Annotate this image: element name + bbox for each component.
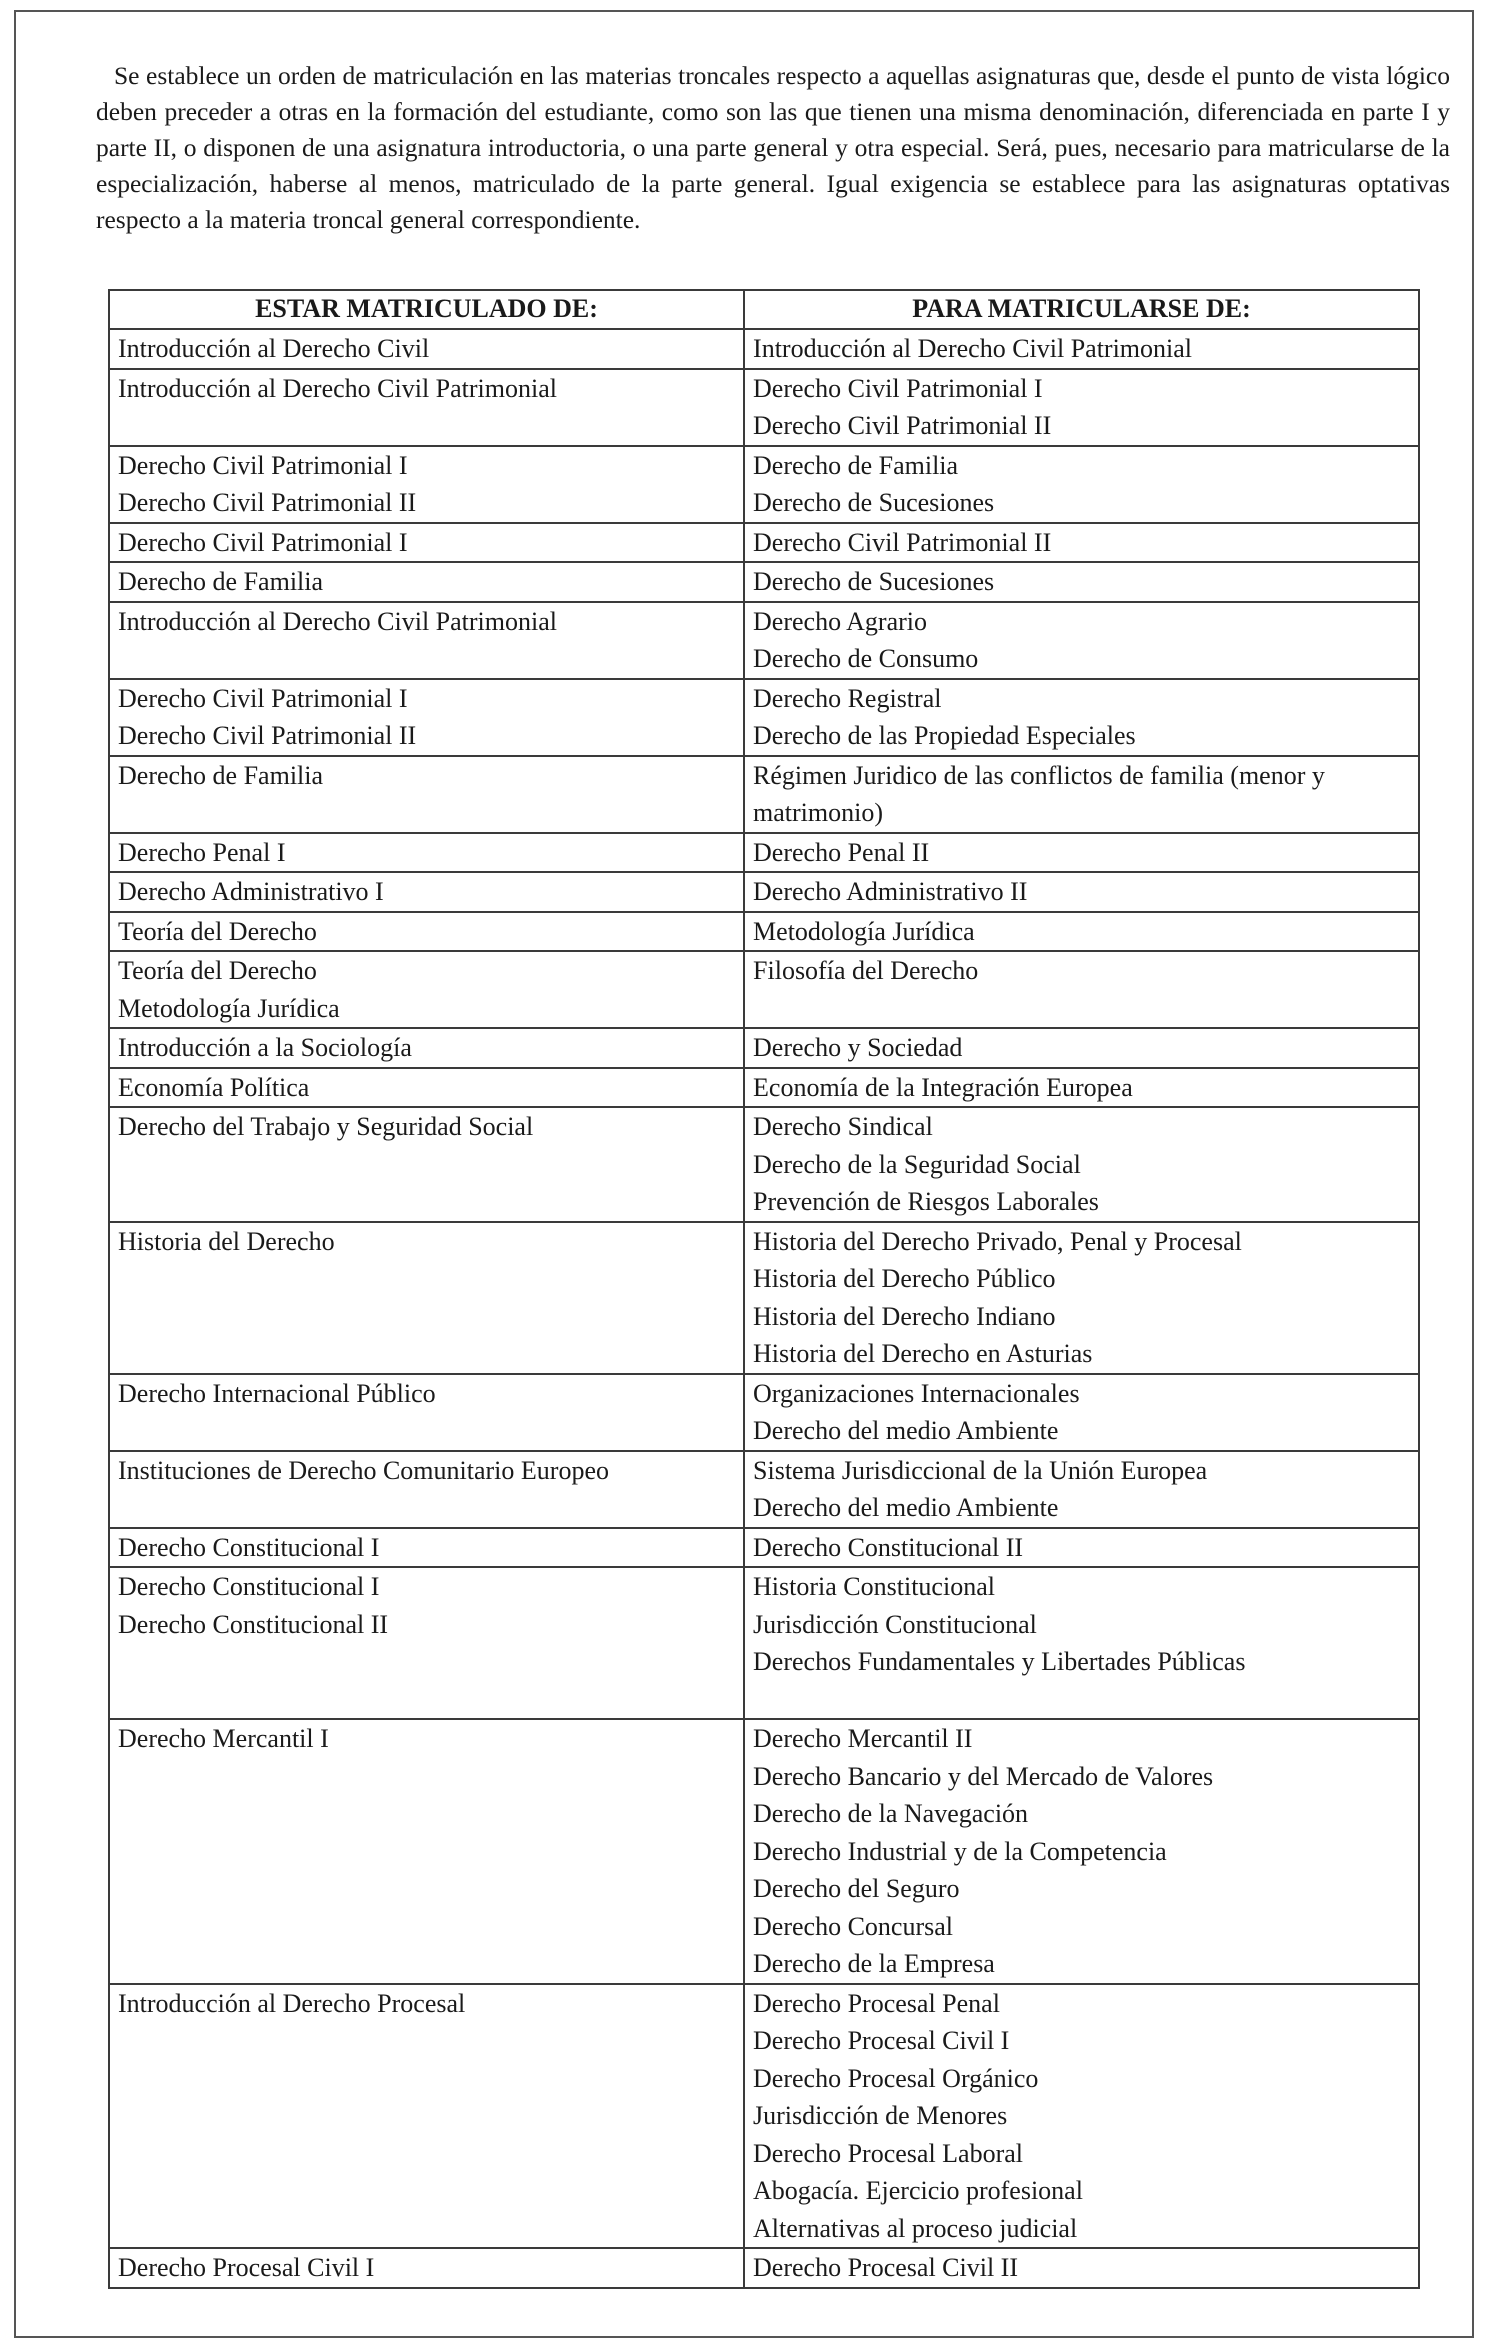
enroll-subject: Historia del Derecho Privado, Penal y Procesal xyxy=(753,1226,1242,1256)
enroll-subject: Historia del Derecho Público xyxy=(753,1264,1056,1293)
header-enroll-in: PARA MATRICULARSE DE: xyxy=(744,290,1419,329)
enroll-cell xyxy=(744,756,1419,833)
prerequisite-subject: Economía Política xyxy=(118,1072,310,1102)
enroll-cell xyxy=(744,1528,1419,1568)
prerequisite-subject: Derecho Administrativo I xyxy=(118,877,384,906)
enroll-subject xyxy=(753,1681,1410,1719)
prerequisite-subject: Derecho Civil Patrimonial II xyxy=(118,488,417,517)
enroll-subject: Derecho Bancario y del Mercado de Valores xyxy=(753,1761,1214,1791)
table-row xyxy=(109,446,1419,523)
intro-paragraph: Se establece un orden de matriculación en las materias troncales respecto a aquellas asignaturas que, desde el punto de vista lógico deben preceder a otras en la formación del estudiante, como son las que tienen una misma denominación, diferenciada en parte I y parte II, o disponen de una asignatura introductoria, o una parte general y otra especial. Será, pues, necesario para matricularse de la especialización, haberse al menos, matriculado de la parte general. Igual exigencia se establece para las asignaturas optativas respecto a la materia troncal general correspondiente. xyxy=(96,61,1450,234)
prerequisite-subject: Derecho Internacional Público xyxy=(118,1378,436,1408)
prerequisite-cell xyxy=(109,2248,744,2288)
prerequisite-subject: Metodología Jurídica xyxy=(118,993,340,1023)
prerequisite-cell xyxy=(109,602,744,679)
prerequisite-subject: Derecho Mercantil I xyxy=(118,1724,329,1753)
enroll-subject: Historia del Derecho Indiano xyxy=(753,1301,1056,1331)
enroll-subject: Derecho Procesal Laboral xyxy=(753,2138,1024,2168)
table-row xyxy=(109,329,1419,369)
prerequisite-cell xyxy=(109,562,744,602)
enroll-subject: Derecho del Seguro xyxy=(753,1874,960,1903)
prerequisite-cell xyxy=(109,1068,744,1108)
prerequisite-cell xyxy=(109,1222,744,1374)
prerequisite-subject: Derecho Constitucional I xyxy=(118,1532,380,1562)
table-row xyxy=(109,756,1419,833)
prerequisite-cell xyxy=(109,872,744,912)
enroll-subject: Alternativas al proceso judicial xyxy=(753,2213,1078,2243)
enroll-subject: Derecho Procesal Civil II xyxy=(753,2253,1018,2282)
prerequisite-subject: Introducción al Derecho Procesal xyxy=(118,1988,466,2018)
prerequisite-subject: Instituciones de Derecho Comunitario Europeo xyxy=(118,1455,609,1485)
prerequisite-subject: Historia del Derecho xyxy=(118,1226,335,1256)
enroll-subject: Prevención de Riesgos Laborales xyxy=(753,1187,1099,1216)
table-row xyxy=(109,523,1419,563)
prerequisite-cell xyxy=(109,1451,744,1528)
enroll-cell xyxy=(744,1451,1419,1528)
table-row xyxy=(109,872,1419,912)
table-row xyxy=(109,2248,1419,2288)
prerequisite-subject: Derecho de Familia xyxy=(118,567,324,596)
prerequisite-cell xyxy=(109,1567,744,1719)
prerequisite-subject: Teoría del Derecho xyxy=(118,916,317,946)
enroll-cell xyxy=(744,1068,1419,1108)
table-row xyxy=(109,1374,1419,1451)
enroll-subject: Derecho Constitucional II xyxy=(753,1532,1024,1562)
enroll-cell xyxy=(744,1028,1419,1068)
enroll-subject: Filosofía del Derecho xyxy=(753,956,979,985)
prerequisite-subject: Derecho Constitucional II xyxy=(118,1609,389,1639)
prerequisite-cell xyxy=(109,523,744,563)
table-row xyxy=(109,1567,1419,1719)
enroll-subject: Historia del Derecho en Asturias xyxy=(753,1339,1093,1368)
enroll-subject: Derecho del medio Ambiente xyxy=(753,1493,1059,1522)
prerequisite-subject: Introducción a la Sociología xyxy=(118,1033,412,1062)
prerequisite-subject: Introducción al Derecho Civil xyxy=(118,334,430,363)
enroll-subject: Derecho de Familia xyxy=(753,450,959,480)
enroll-subject: Derecho Civil Patrimonial II xyxy=(753,411,1052,440)
prerequisite-cell xyxy=(109,912,744,952)
table-row xyxy=(109,1028,1419,1068)
table-row xyxy=(109,1222,1419,1374)
prerequisite-cell xyxy=(109,329,744,369)
prerequisite-subject: Derecho Procesal Civil I xyxy=(118,2253,375,2282)
enroll-cell xyxy=(744,1107,1419,1222)
enroll-cell xyxy=(744,369,1419,446)
enroll-cell xyxy=(744,1222,1419,1374)
prerequisite-cell xyxy=(109,1984,744,2249)
prerequisite-cell xyxy=(109,369,744,446)
enroll-subject: Derecho de Consumo xyxy=(753,644,979,673)
enroll-subject: Derecho Penal II xyxy=(753,837,930,867)
enroll-subject: Introducción al Derecho Civil Patrimonial xyxy=(753,334,1193,363)
enroll-subject: Derecho Administrativo II xyxy=(753,877,1028,906)
enroll-cell xyxy=(744,2248,1419,2288)
prerequisite-cell xyxy=(109,446,744,523)
enroll-cell xyxy=(744,602,1419,679)
enroll-subject: Jurisdicción de Menores xyxy=(753,2101,1008,2130)
table-body xyxy=(109,329,1419,2288)
prerequisite-cell xyxy=(109,833,744,873)
enroll-subject: Derecho Registral xyxy=(753,683,942,713)
table-row xyxy=(109,1528,1419,1568)
enroll-subject: Derecho Civil Patrimonial I xyxy=(753,373,1043,403)
prerequisite-subject: Derecho Civil Patrimonial I xyxy=(118,683,408,713)
table-row xyxy=(109,1719,1419,1984)
enroll-subject: Derecho Procesal Civil I xyxy=(753,2026,1010,2055)
table-row xyxy=(109,679,1419,756)
enroll-subject: Derecho Procesal Orgánico xyxy=(753,2063,1039,2093)
table-header-row xyxy=(109,290,1419,329)
prerequisite-cell xyxy=(109,1719,744,1984)
prerequisite-cell xyxy=(109,756,744,833)
prerequisite-subject: Derecho Civil Patrimonial I xyxy=(118,450,408,480)
enroll-cell xyxy=(744,446,1419,523)
enroll-subject: Derecho de Sucesiones xyxy=(753,567,995,596)
prerequisite-cell xyxy=(109,1528,744,1568)
table-row xyxy=(109,912,1419,952)
prerequisite-cell xyxy=(109,1107,744,1222)
prerequisite-cell xyxy=(109,1374,744,1451)
prerequisite-cell xyxy=(109,1028,744,1068)
enroll-cell xyxy=(744,1567,1419,1719)
enroll-subject: Derecho Concursal xyxy=(753,1911,954,1941)
enroll-subject: Economía de la Integración Europea xyxy=(753,1072,1133,1102)
table-row xyxy=(109,833,1419,873)
enroll-cell xyxy=(744,329,1419,369)
enroll-subject: Derecho de las Propiedad Especiales xyxy=(753,721,1136,750)
enroll-subject: Derecho y Sociedad xyxy=(753,1033,963,1062)
enroll-subject: Derecho Agrario xyxy=(753,606,928,636)
enroll-subject: Derecho Industrial y de la Competencia xyxy=(753,1836,1167,1866)
enrollment-requirements-table xyxy=(108,289,1420,2289)
enroll-subject: Organizaciones Internacionales xyxy=(753,1378,1080,1408)
enroll-subject: Derechos Fundamentales y Libertades Públicas xyxy=(753,1647,1246,1676)
enroll-subject: Derecho Sindical xyxy=(753,1112,933,1141)
enroll-cell xyxy=(744,523,1419,563)
prerequisite-subject: Derecho del Trabajo y Seguridad Social xyxy=(118,1112,534,1141)
prerequisite-subject: Teoría del Derecho xyxy=(118,956,317,985)
enroll-cell xyxy=(744,912,1419,952)
enroll-subject: Historia Constitucional xyxy=(753,1572,995,1601)
enroll-cell xyxy=(744,951,1419,1028)
enroll-cell xyxy=(744,1719,1419,1984)
prerequisite-subject: Derecho Penal I xyxy=(118,837,286,867)
enroll-subject: Derecho de la Navegación xyxy=(753,1799,1029,1828)
prerequisite-cell xyxy=(109,951,744,1028)
enroll-subject: Derecho de Sucesiones xyxy=(753,488,995,517)
enroll-subject: Abogacía. Ejercicio profesional xyxy=(753,2176,1083,2205)
enroll-subject: Régimen Juridico de las conflictos de familia (menor y matrimonio) xyxy=(753,760,1325,827)
enroll-subject: Derecho de la Seguridad Social xyxy=(753,1149,1081,1179)
prerequisite-cell xyxy=(109,679,744,756)
enroll-subject: Derecho del medio Ambiente xyxy=(753,1416,1059,1445)
prerequisite-subject: Derecho Constitucional I xyxy=(118,1572,380,1601)
table-row xyxy=(109,1068,1419,1108)
table-row xyxy=(109,602,1419,679)
enroll-subject: Derecho Mercantil II xyxy=(753,1724,973,1753)
prerequisite-subject: Derecho de Familia xyxy=(118,760,324,790)
enroll-subject: Derecho Procesal Penal xyxy=(753,1988,1000,2018)
prerequisite-subject: Introducción al Derecho Civil Patrimonial xyxy=(118,373,557,403)
enroll-subject: Jurisdicción Constitucional xyxy=(753,1609,1037,1639)
enroll-cell xyxy=(744,833,1419,873)
enroll-subject: Metodología Jurídica xyxy=(753,916,975,946)
enroll-cell xyxy=(744,562,1419,602)
enroll-cell xyxy=(744,679,1419,756)
table-row xyxy=(109,1984,1419,2249)
table-row xyxy=(109,1451,1419,1528)
table-row xyxy=(109,562,1419,602)
prerequisite-subject: Introducción al Derecho Civil Patrimonial xyxy=(118,606,557,636)
table-row xyxy=(109,369,1419,446)
table-row xyxy=(109,951,1419,1028)
header-prerequisite: ESTAR MATRICULADO DE: xyxy=(109,290,744,329)
prerequisite-subject: Derecho Civil Patrimonial I xyxy=(118,527,408,557)
enroll-cell xyxy=(744,872,1419,912)
enroll-cell xyxy=(744,1374,1419,1451)
enroll-subject: Derecho Civil Patrimonial II xyxy=(753,527,1052,557)
table-row xyxy=(109,1107,1419,1222)
enroll-subject: Sistema Jurisdiccional de la Unión Europea xyxy=(753,1455,1208,1485)
enroll-cell xyxy=(744,1984,1419,2249)
prerequisite-subject: Derecho Civil Patrimonial II xyxy=(118,721,417,750)
enroll-subject: Derecho de la Empresa xyxy=(753,1949,995,1978)
